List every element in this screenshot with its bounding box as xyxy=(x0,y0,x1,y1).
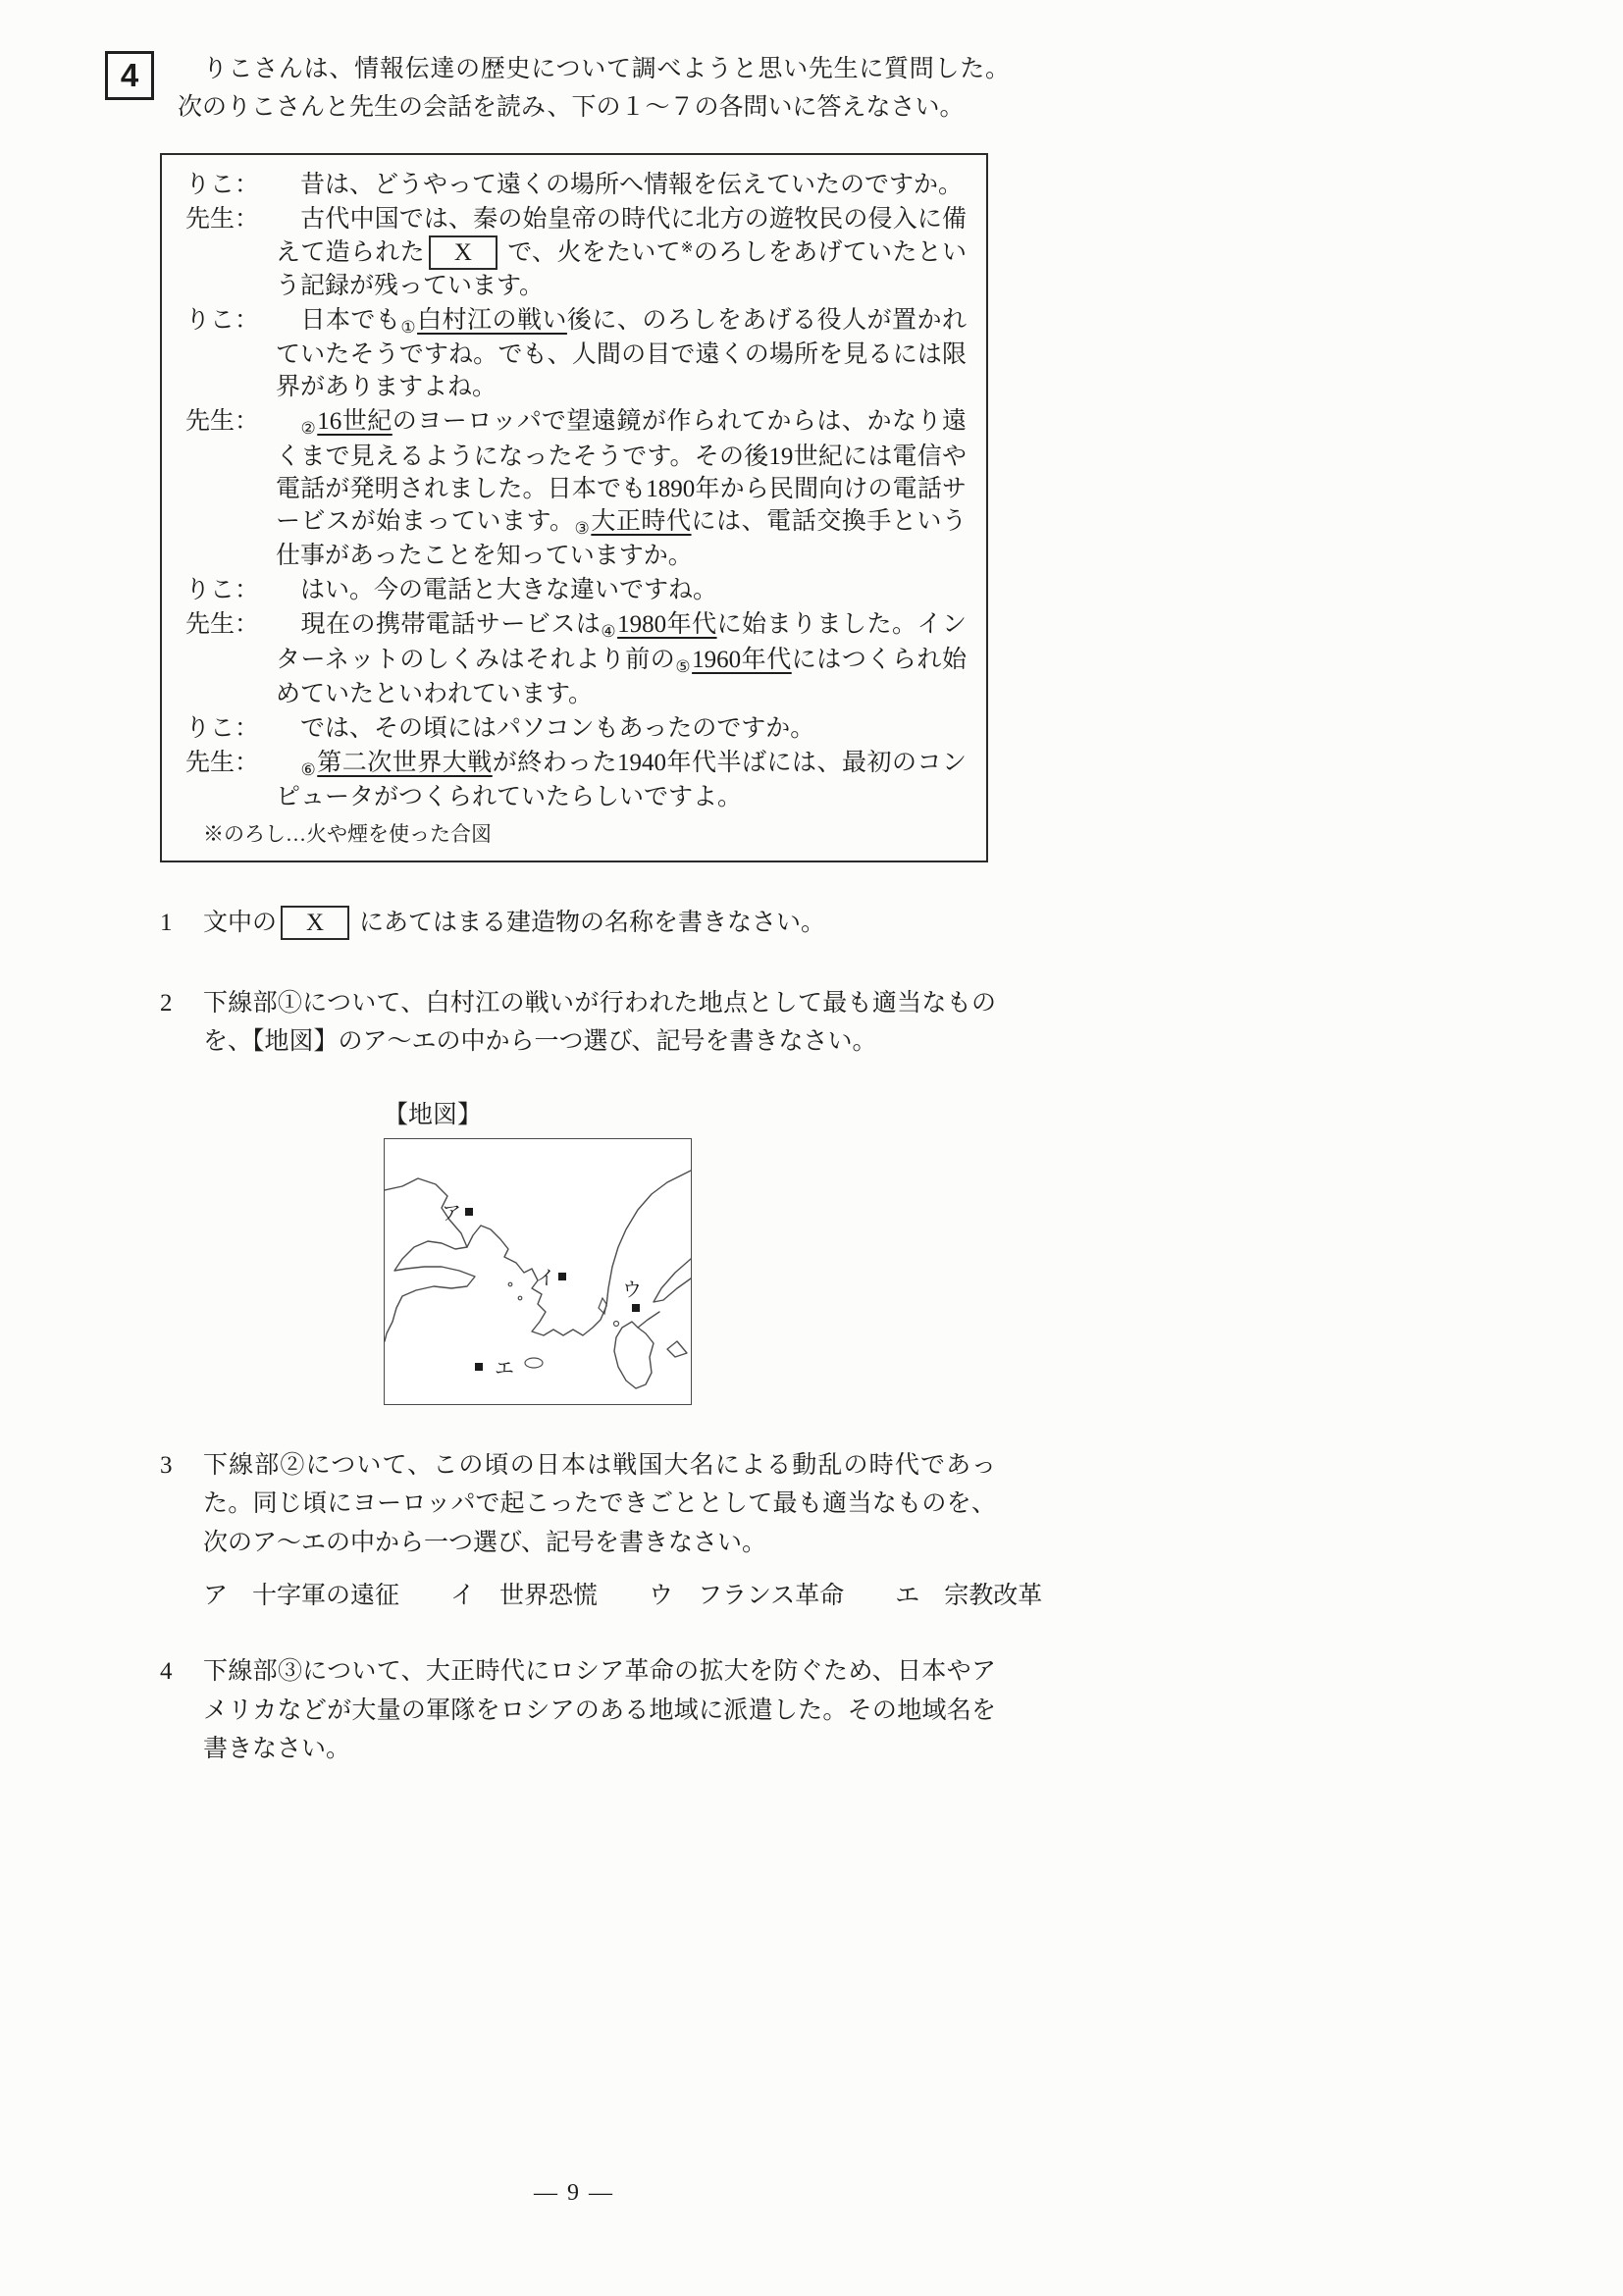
dialogue-line xyxy=(185,574,967,606)
island-iki xyxy=(614,1321,619,1326)
dialogue-segment: 後に、のろしをあげる役人が置かれていたそうですね。でも、人間の目で遠くの場所を見るには限界がありますよね。 xyxy=(276,306,967,401)
speaker-label: 先生： xyxy=(185,749,260,776)
question-no: 3 xyxy=(160,1451,173,1479)
question-text: 下線部①について、白村江の戦いが行われた地点として最も適当なものを、【地図】のア～エの中から一つ選び、記号を書きなさい。 xyxy=(203,989,996,1056)
footnote: ※のろし…火や煙を使った合図 xyxy=(203,822,492,847)
question-no: 2 xyxy=(160,989,173,1017)
dialogue-text xyxy=(276,405,967,572)
map-marker-label-e: エ xyxy=(495,1357,514,1380)
dialogue-text xyxy=(276,203,967,302)
coastline-shikoku xyxy=(667,1341,687,1357)
question-text xyxy=(203,904,996,943)
question-no: 1 xyxy=(160,910,173,937)
coastline-kyushu xyxy=(614,1322,654,1388)
dialogue-segment: 日本でも xyxy=(276,306,401,334)
option-i: イ 世界恐慌 xyxy=(450,1583,599,1610)
blank-box-x: X xyxy=(429,235,497,270)
coastline-continent-korea xyxy=(385,1171,691,1335)
coastline-honshu xyxy=(654,1259,691,1302)
dialogue-line xyxy=(185,712,967,745)
question-item-1 xyxy=(160,904,996,943)
island-tsushima xyxy=(599,1298,606,1314)
dialogue-segment: 現在の携帯電話サービスは xyxy=(276,611,602,639)
map-svg xyxy=(385,1139,691,1404)
question-text-post: にあてはまる建造物の名称を書きなさい。 xyxy=(359,910,826,937)
map-marker-e xyxy=(475,1363,483,1371)
map-marker-a xyxy=(465,1208,473,1216)
dialogue-segment xyxy=(276,408,301,435)
dialogue-line xyxy=(185,304,967,403)
underlined-term: 16世紀 xyxy=(317,408,393,436)
dialogue-segment: には、電話交換手という仕事があったことを知っていますか。 xyxy=(276,507,967,570)
underlined-term: 1980年代 xyxy=(617,611,717,639)
underlined-term: 大正時代 xyxy=(591,507,692,535)
dialogue-text xyxy=(276,608,967,710)
underlined-term: 白村江の戦い xyxy=(417,306,567,334)
circled-number: ③ xyxy=(574,518,591,538)
intro-text: りこさんは、情報伝達の歴史について調べようと思い先生に質問した。次のりこさんと先生の会話を読み、下の１～７の各問いに答えなさい。 xyxy=(178,56,1010,121)
question-item-3 xyxy=(160,1446,996,1563)
dialogue-line xyxy=(185,405,967,572)
speaker-label: りこ： xyxy=(185,577,260,604)
dialogue-segment: はい。今の電話と大きな違いですね。 xyxy=(276,577,718,604)
circled-number: ⑤ xyxy=(675,656,692,676)
question-item-2 xyxy=(160,984,996,1062)
underlined-term: 第二次世界大戦 xyxy=(317,749,493,776)
dialogue-text xyxy=(276,712,967,745)
dialogue-line xyxy=(185,203,967,302)
reference-mark: ※ xyxy=(680,239,694,256)
question-no: 4 xyxy=(160,1658,173,1686)
dialogue-text xyxy=(276,169,967,201)
dialogue-text xyxy=(276,574,967,606)
coastline-kyushu-northeast xyxy=(638,1312,659,1328)
page-number: — 9 — xyxy=(534,2180,614,2206)
islet-west-2 xyxy=(518,1296,522,1300)
speaker-label: りこ： xyxy=(185,306,260,334)
dialogue-segment: 古代中国では、秦の始皇帝の時代に北方の遊牧民の侵入に備えて造られた xyxy=(276,205,967,266)
option-u: ウ フランス革命 xyxy=(649,1583,845,1610)
question-number-box: 4 xyxy=(105,51,154,100)
coastline-china xyxy=(385,1241,475,1341)
option-e: エ 宗教改革 xyxy=(895,1583,1043,1610)
circled-number: ① xyxy=(400,317,417,337)
map-marker-label-u: ウ xyxy=(622,1278,642,1301)
dialogue-segment: にはつくられ始めていたといわれています。 xyxy=(276,646,967,707)
map-title: 【地図】 xyxy=(384,1101,483,1128)
dialogue-line xyxy=(185,747,967,813)
dialogue-segment: のろしをあげていたという記録が残っています。 xyxy=(276,238,967,299)
dialogue-box xyxy=(160,153,988,863)
speaker-label: 先生： xyxy=(185,611,260,639)
blank-box-x: X xyxy=(281,906,349,940)
question-text-pre: 文中の xyxy=(203,910,278,937)
dialogue-segment: のヨーロッパで望遠鏡が作られてからは、かなり遠くまで見えるようになったそうです。その後19世紀には電信や電話が発明されました。日本でも1890年から民間向けの電話サービスが始まっています。 xyxy=(276,408,967,535)
question-header xyxy=(0,0,1623,128)
speaker-label: 先生： xyxy=(185,408,260,436)
dialogue-segment xyxy=(276,750,301,776)
question-text: 下線部③について、大正時代にロシア革命の拡大を防ぐため、日本やアメリカなどが大量の軍隊をロシアのある地域に派遣した。その地域名を書きなさい。 xyxy=(203,1658,996,1763)
dialogue-text xyxy=(276,747,967,813)
speaker-label: りこ： xyxy=(185,714,260,742)
islet-west-1 xyxy=(508,1282,512,1286)
circled-number: ② xyxy=(300,419,317,439)
map-marker-i xyxy=(558,1273,566,1280)
map-figure xyxy=(384,1095,694,1405)
speaker-label: りこ： xyxy=(185,171,260,198)
speaker-label: 先生： xyxy=(185,205,260,233)
question-text: 下線部②について、この頃の日本は戦国大名による動乱の時代であった。同じ頃にヨーロッパで起こったできごととして最も適当なものを、次のア～エの中から一つ選び、記号を書きなさい。 xyxy=(203,1451,996,1556)
dialogue-line xyxy=(185,169,967,201)
dialogue-segment: で、火をたいて xyxy=(506,238,681,266)
map-marker-label-i: イ xyxy=(536,1267,555,1289)
map-marker-u xyxy=(632,1304,640,1312)
dialogue-segment: に始まりました。インターネットのしくみはそれより前の xyxy=(276,611,967,673)
circled-number: ④ xyxy=(601,622,617,642)
dialogue-segment: が終わった1940年代半ばには、最初のコンピュータがつくられていたらしいですよ。 xyxy=(276,749,967,811)
map-marker-label-a: ア xyxy=(442,1202,461,1225)
dialogue-line xyxy=(185,608,967,710)
dialogue-segment: では、その頃にはパソコンもあったのですか。 xyxy=(276,714,815,742)
dialogue-segment: 昔は、どうやって遠くの場所へ情報を伝えていたのですか。 xyxy=(276,171,964,198)
question-item-4 xyxy=(160,1652,996,1769)
underlined-term: 1960年代 xyxy=(692,646,792,673)
dialogue-text xyxy=(276,304,967,403)
island-jeju xyxy=(525,1358,543,1368)
options-row xyxy=(203,1576,1623,1611)
option-a: ア 十字軍の遠征 xyxy=(203,1583,400,1610)
map-frame xyxy=(384,1138,692,1405)
circled-number: ⑥ xyxy=(300,759,317,779)
